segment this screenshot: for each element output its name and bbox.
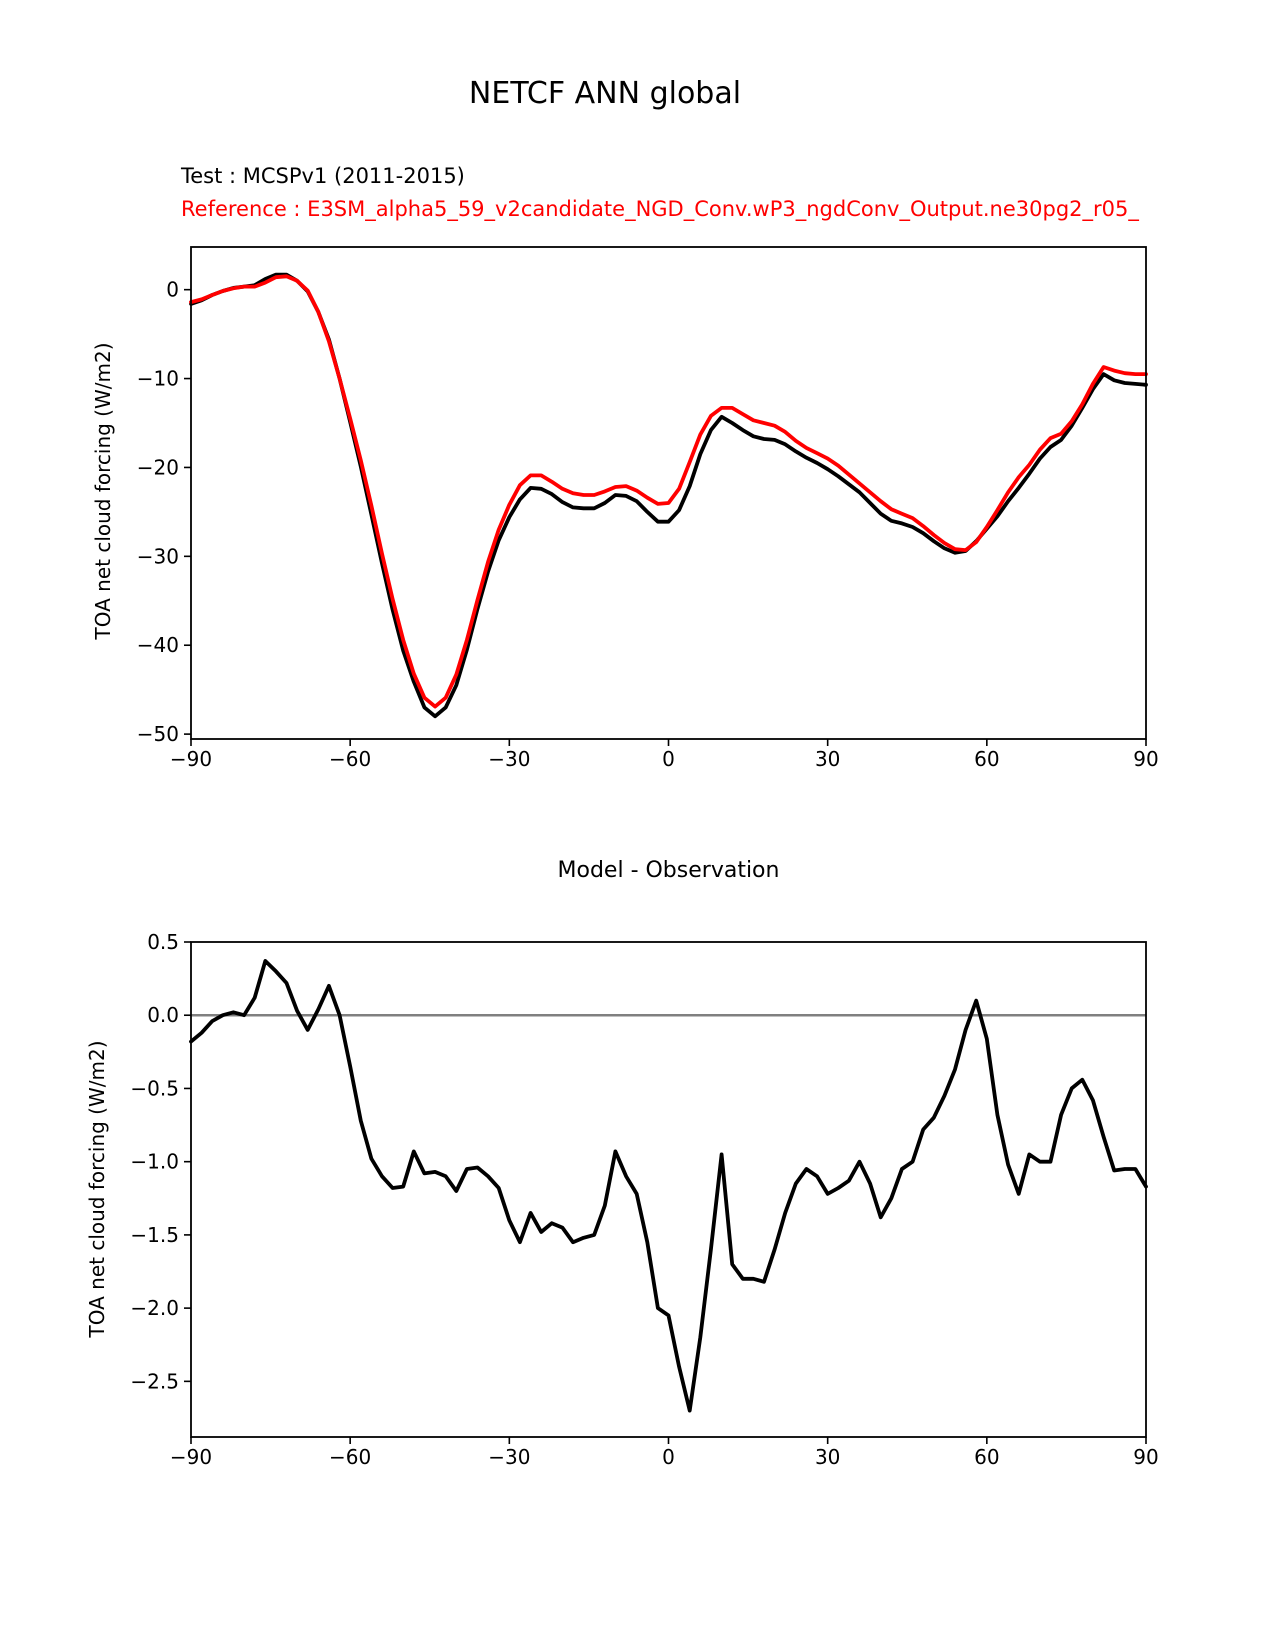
bottom-chart	[130, 930, 1158, 1469]
top-chart-spines	[191, 247, 1146, 739]
x-tick-label: −60	[329, 1445, 372, 1469]
x-tick-label: 30	[814, 747, 841, 771]
y-tick-label: −1.0	[130, 1149, 179, 1174]
y-tick-label: −20	[136, 455, 179, 480]
test-series-line	[191, 275, 1146, 717]
y-tick-label: −0.5	[130, 1076, 179, 1101]
x-tick-label: −90	[169, 747, 213, 771]
y-tick-label: −50	[136, 722, 179, 747]
y-tick-label: −2.5	[130, 1369, 179, 1394]
y-tick-label: −40	[136, 633, 179, 658]
bottom-chart-title: Model - Observation	[557, 858, 780, 883]
y-tick-label: −30	[136, 544, 179, 569]
test-series-legend-label: Test : MCSPv1 (2011-2015)	[181, 164, 465, 188]
x-tick-label: 60	[974, 1445, 1000, 1469]
y-tick-label: −1.5	[130, 1222, 179, 1247]
difference-series-line	[191, 961, 1146, 1411]
x-tick-label: 90	[1133, 747, 1159, 771]
x-tick-label: 30	[814, 1445, 841, 1469]
figure-title: NETCF ANN global	[468, 76, 742, 111]
top-chart	[137, 247, 1159, 771]
x-tick-label: −60	[329, 747, 372, 771]
top-chart-y-axis-label: TOA net cloud forcing (W/m2)	[91, 342, 115, 640]
y-tick-label: −2.0	[130, 1296, 179, 1321]
x-tick-label: −30	[488, 1445, 531, 1469]
x-tick-label: 0	[662, 1445, 675, 1469]
x-tick-label: 90	[1133, 1445, 1159, 1469]
y-tick-label: 0.0	[147, 1003, 179, 1028]
x-tick-label: −90	[169, 1445, 213, 1469]
x-tick-label: 0	[662, 747, 675, 771]
y-tick-label: 0	[166, 277, 179, 302]
bottom-chart-y-axis-label: TOA net cloud forcing (W/m2)	[85, 1040, 109, 1338]
y-tick-label: −10	[136, 366, 179, 391]
x-tick-label: 60	[974, 747, 1000, 771]
reference-series-line	[191, 276, 1146, 706]
y-tick-label: 0.5	[147, 930, 179, 954]
reference-series-legend-label: Reference : E3SM_alpha5_59_v2candidate_NGD_Conv.wP3_ngdConv_Output.ne30pg2_r05_	[181, 197, 1139, 221]
x-tick-label: −30	[488, 747, 531, 771]
